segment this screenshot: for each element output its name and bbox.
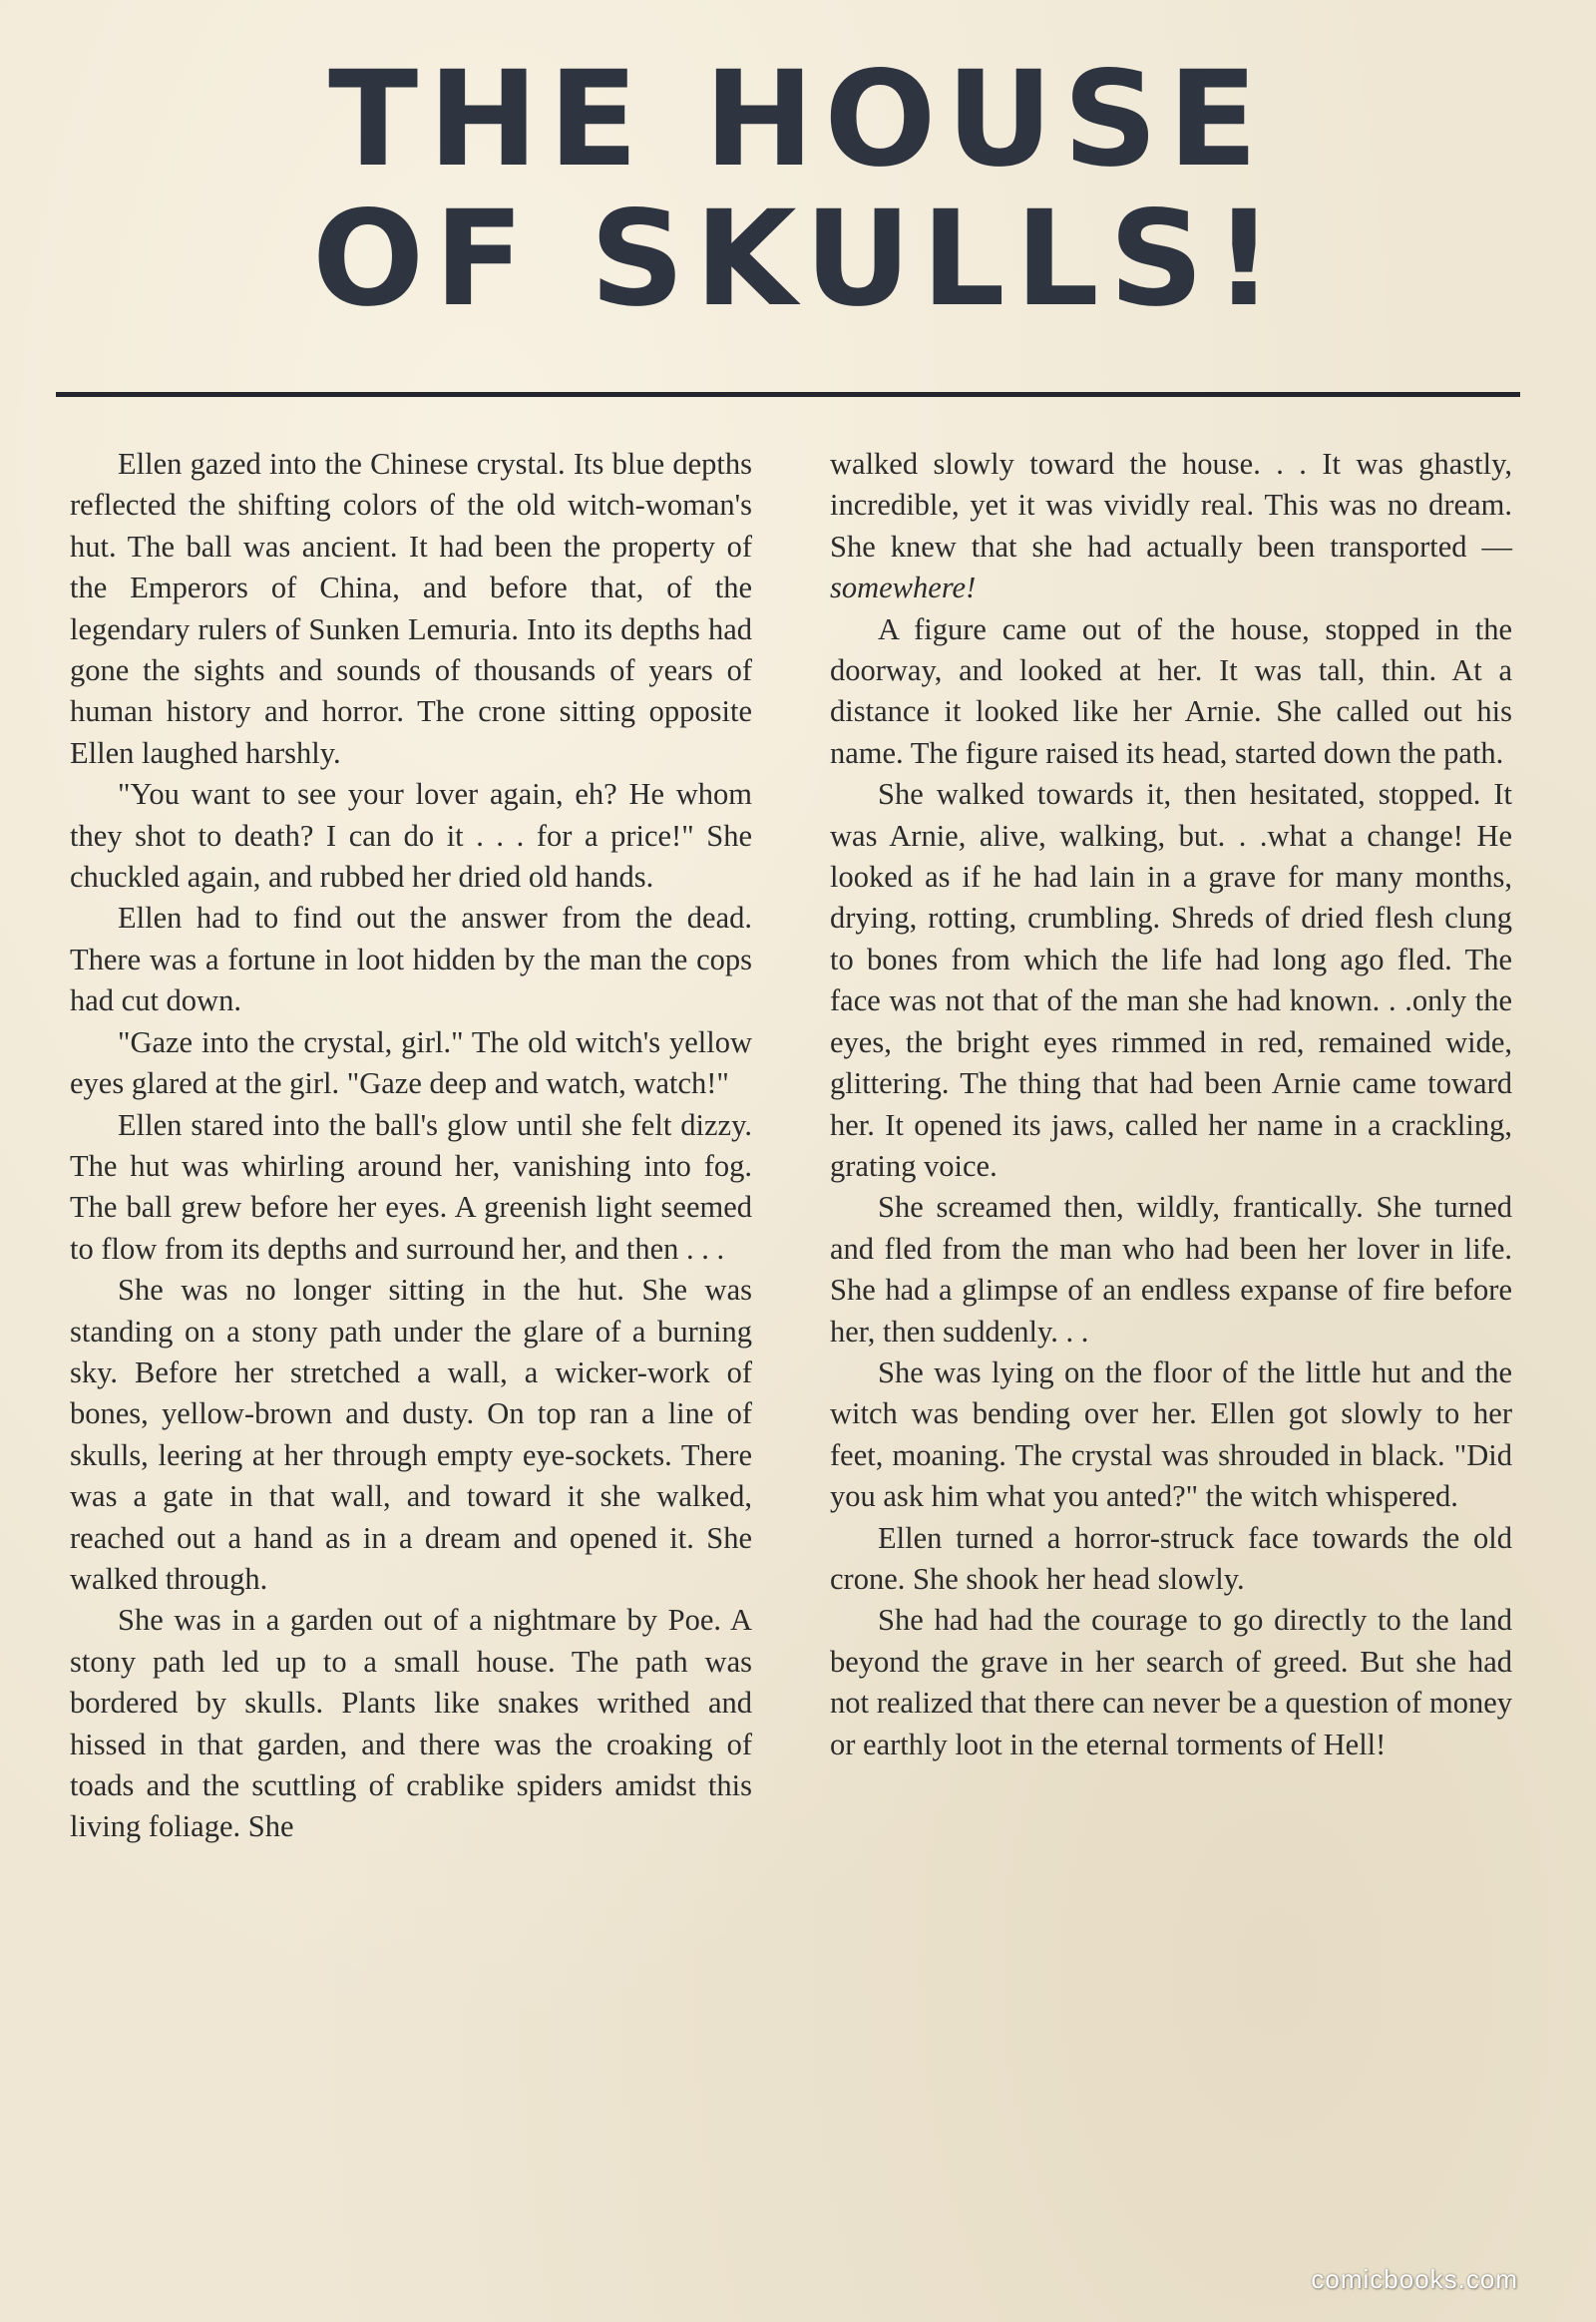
paragraph: Ellen stared into the ball's glow until she felt dizzy. The hut was whirling around her, vanishing into fog. The ball grew before her eyes. A greenish light seemed to flow from its depths and surround her, and then . . .	[70, 1107, 752, 1266]
paragraph: She was no longer sitting in the hut. She was standing on a stony path under the glare of a burning sky. Before her stretched a wall, a wicker-work of bones, yellow-brown and dusty. On top ran a line of skulls, leering at her through empty eye-sockets. There was a gate in that wall, and toward it she walked, reached out a hand as in a dream and opened it. She walked through.	[70, 1273, 752, 1596]
paragraph: Ellen turned a horror-struck face towards the old crone. She shook her head slowly.	[830, 1520, 1512, 1596]
story-title-line-2: OF SKULLS!	[311, 183, 1285, 336]
paragraph: She had had the courage to go directly to the land beyond the grave in her search of greed. But she had not realized that there can never be a question of money or earthly loot in the eternal torments of Hell!	[830, 1603, 1512, 1761]
continued-paragraph	[830, 444, 1512, 609]
paragraph: "You want to see your lover again, eh? He whom they shot to death? I can do it . . . for a price!" She chuckled again, and rubbed her dried old hands.	[70, 777, 752, 895]
right-text-column	[830, 444, 1512, 1765]
story-title	[0, 43, 1596, 336]
left-text-column	[70, 444, 752, 1848]
paragraph: She walked towards it, then hesitated, stopped. It was Arnie, alive, walking, but. . .what a change! He looked as if he had lain in a grave for many months, drying, rotting, crumbling. Shreds of dried flesh clung to bones from which the life had long ago fled. The face was not that of the man she had known. . .only the eyes, the bright eyes rimmed in red, remained wide, glittering. The thing that had been Arnie came toward her. It opened its jaws, called her name in a crackling, grating voice.	[830, 777, 1512, 1183]
paragraph: She was in a garden out of a nightmare by Poe. A stony path led up to a small house. The path was bordered by skulls. Plants like snakes writhed and hissed in that garden, and there was the croaking of toads and the scuttling of crablike spiders amidst this living foliage. She	[70, 1603, 752, 1844]
title-divider-rule	[56, 392, 1520, 397]
emphasized-text: somewhere!	[830, 571, 977, 605]
site-watermark: comicbooks.com	[1311, 2264, 1518, 2294]
paragraph: Ellen had to find out the answer from the dead. There was a fortune in loot hidden by the man the cops had cut down.	[70, 901, 752, 1018]
paragraph: "Gaze into the crystal, girl." The old witch's yellow eyes glared at the girl. "Gaze deep and watch, watch!"	[70, 1024, 752, 1101]
story-title-line-1: THE HOUSE	[328, 43, 1268, 196]
continued-text: walked slowly toward the house. . . It was ghastly, incredible, yet it was vividly real. This was no dream. She knew that she had actually been transported —	[830, 447, 1512, 564]
paragraph: She screamed then, wildly, frantically. She turned and fled from the man who had been her lover in life. She had a glimpse of an endless expanse of fire before her, then suddenly. . .	[830, 1190, 1512, 1349]
paragraph: A figure came out of the house, stopped in the doorway, and looked at her. It was tall, thin. At a distance it looked like her Arnie. She called out his name. The figure raised its head, started down the path.	[830, 611, 1512, 770]
paragraph: Ellen gazed into the Chinese crystal. Its blue depths reflected the shifting colors of the old witch-woman's hut. The ball was ancient. It had been the property of the Emperors of China, and before that, of the legendary rulers of Sunken Lemuria. Into its depths had gone the sights and sounds of thousands of years of human history and horror. The crone sitting opposite Ellen laughed harshly.	[70, 447, 752, 770]
paragraph: She was lying on the floor of the little hut and the witch was bending over her. Ellen got slowly to her feet, moaning. The crystal was shrouded in black. "Did you ask him what you anted?" the witch whispered.	[830, 1354, 1512, 1514]
